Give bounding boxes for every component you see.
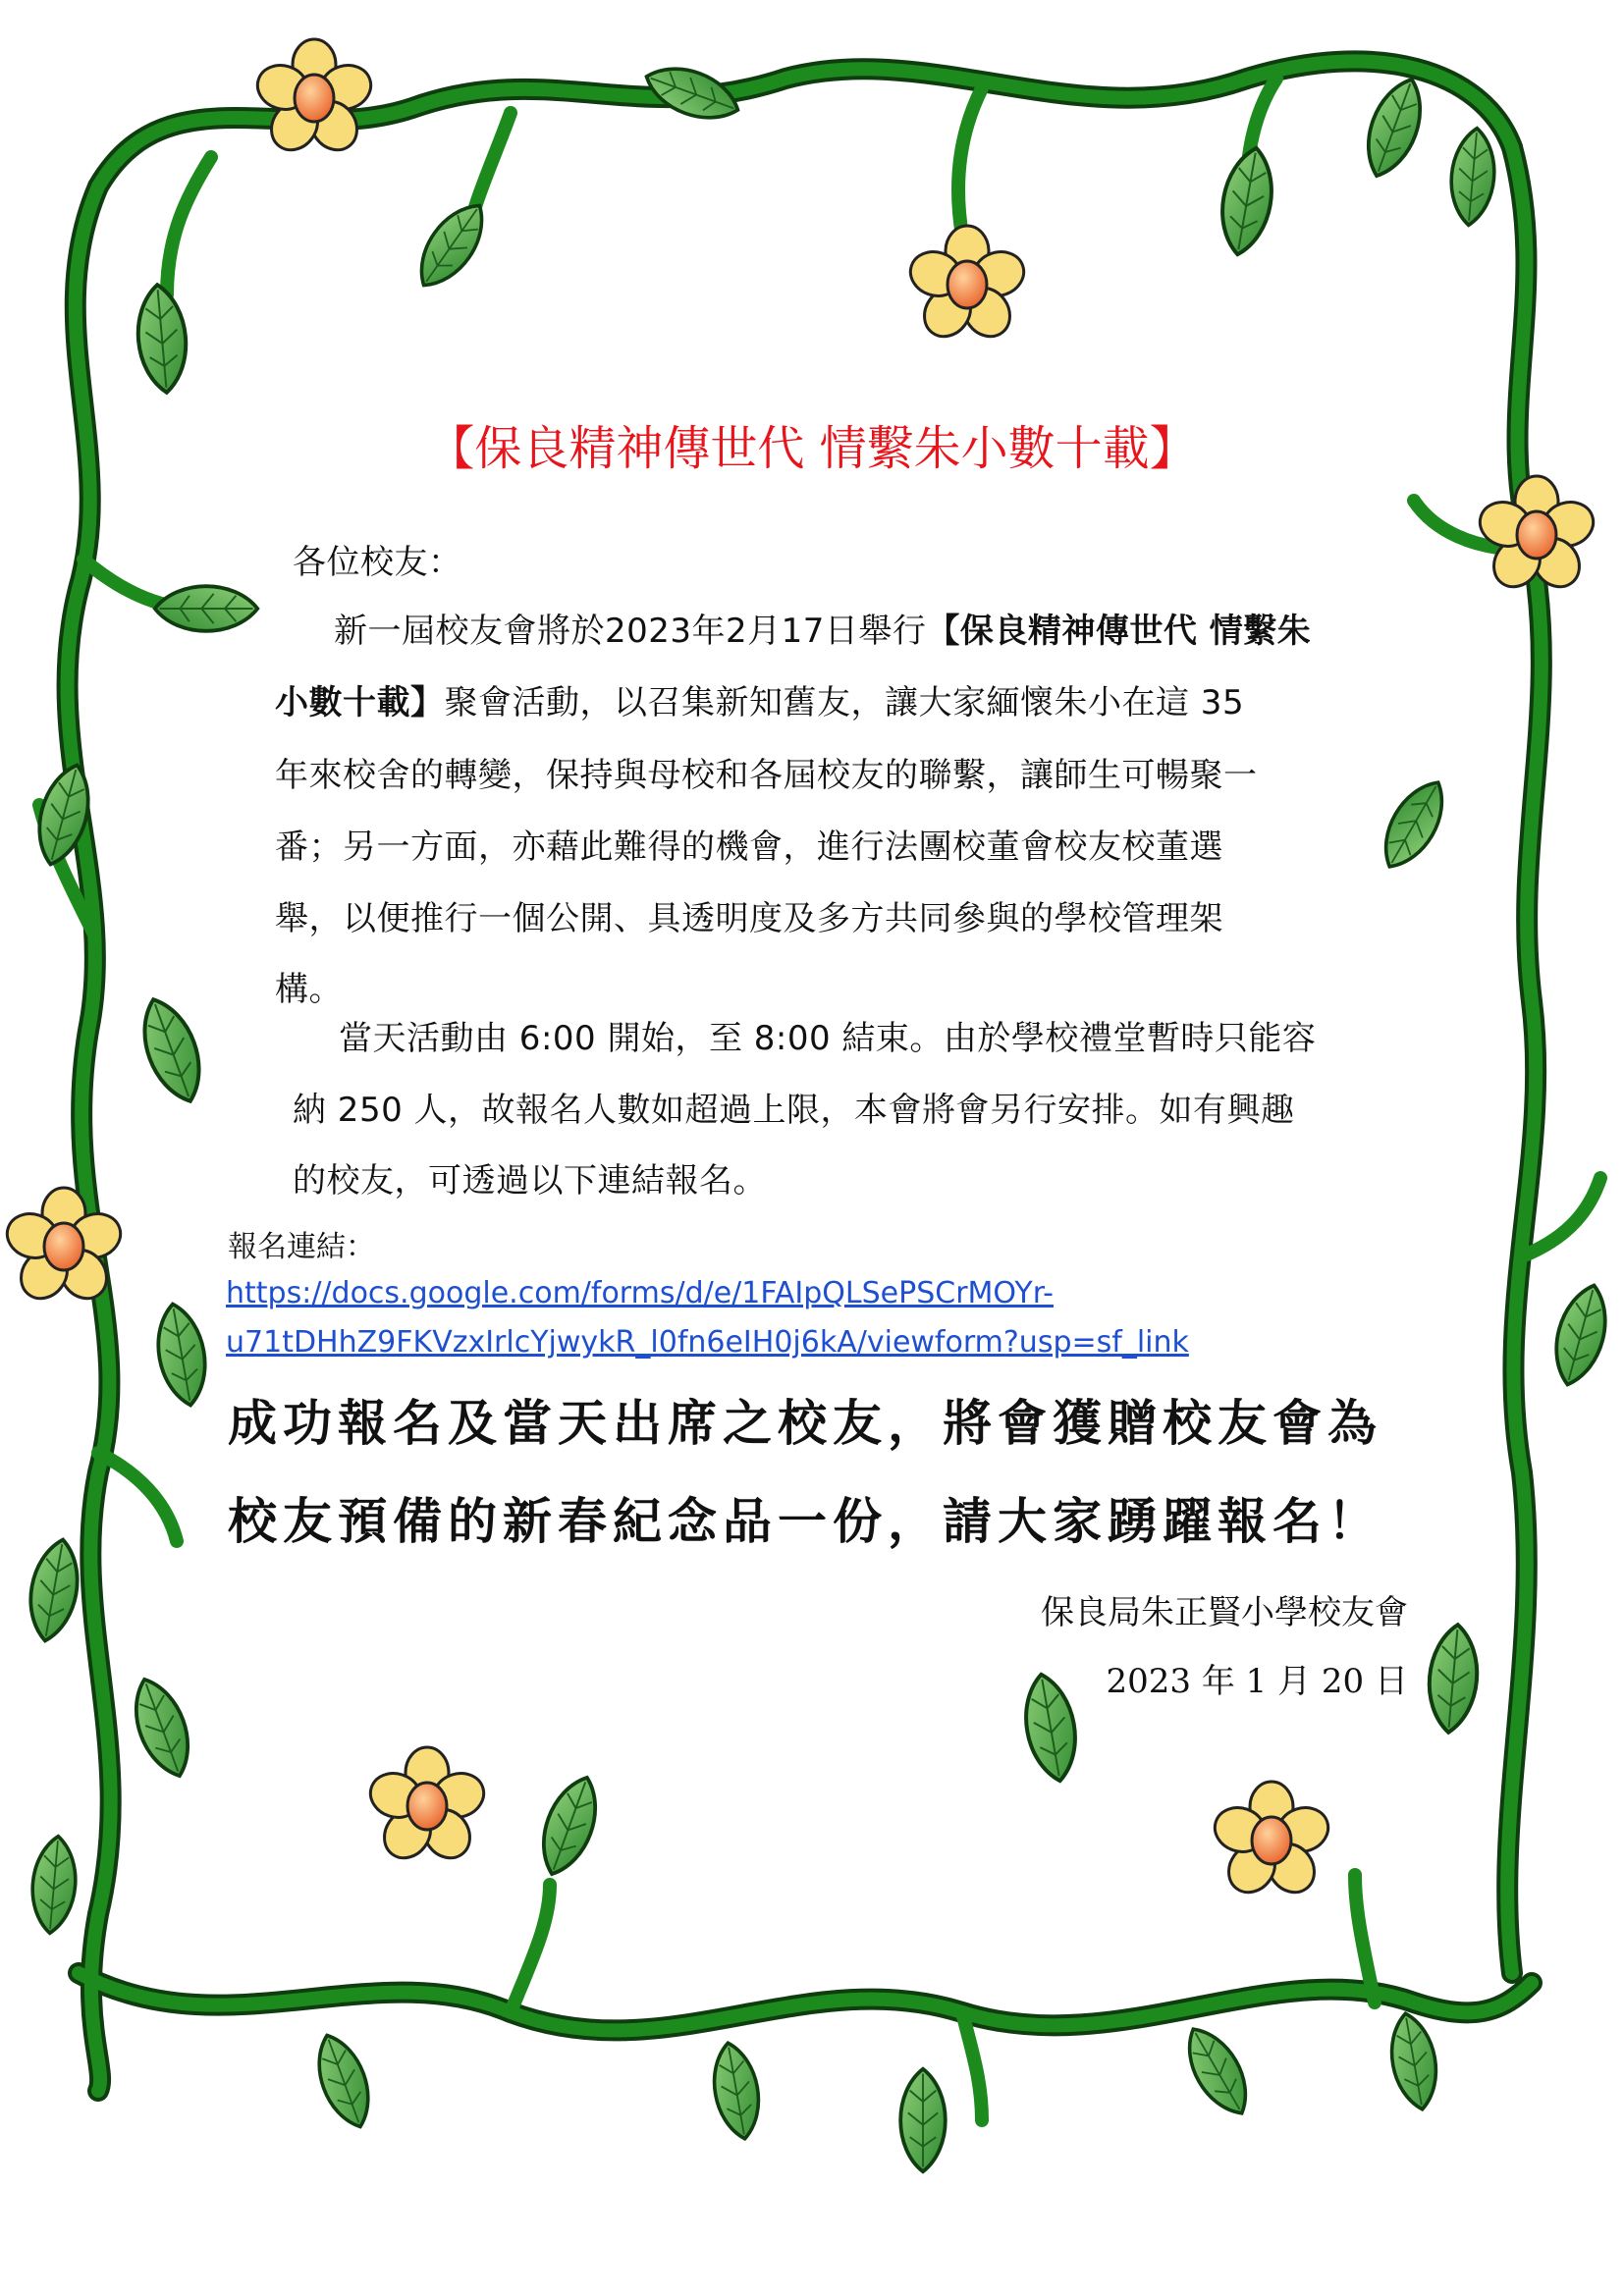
paragraph-1-line-3: 年來校舍的轉變，保持與母校和各屆校友的聯繫，讓師生可暢聚一: [275, 756, 1258, 795]
paragraph-2-line-2: 納 250 人，故報名人數如超過上限，本會將會另行安排。如有興趣: [293, 1091, 1295, 1130]
paragraph-1-line-1: [334, 604, 1311, 652]
highlight-line-2: 校友預備的新春紀念品一份，請大家踴躍報名！: [228, 1492, 1382, 1550]
para1-text-b: 聚會活動，以召集新知舊友，讓大家緬懷朱小在這 35: [444, 683, 1245, 722]
paragraph-1-line-6: 構。: [275, 970, 343, 1009]
paragraph-2-line-3: 的校友，可透過以下連結報名。: [293, 1161, 767, 1201]
paragraph-2-line-1: 當天活動由 6:00 開始，至 8:00 結束。由於學校禮堂暫時只能容: [339, 1019, 1317, 1058]
paragraph-1-line-5: 舉，以便推行一個公開、具透明度及多方共同參與的學校管理架: [275, 899, 1223, 938]
greeting: 各位校友：: [293, 543, 462, 582]
paragraph-1-line-4: 番；另一方面，亦藉此難得的機會，進行法團校董會校友校董選: [275, 828, 1223, 867]
highlight-line-1: 成功報名及當天出席之校友，將會獲贈校友會為: [228, 1394, 1382, 1452]
para1-event-name-a: 【保良精神傳世代 情繫朱: [926, 612, 1312, 651]
para1-text-a: 新一屆校友會將於2023年2月17日舉行: [334, 612, 927, 651]
registration-link-line-2[interactable]: u71tDHhZ9FKVzxIrlcYjwykR_l0fn6eIH0j6kA/viewform?usp=sf_link: [226, 1325, 1189, 1360]
registration-label: 報名連結：: [228, 1230, 375, 1264]
registration-link-line-1[interactable]: https://docs.google.com/forms/d/e/1FAIpQLSePSCrMOYr-: [226, 1276, 1054, 1310]
page-title: 【保良精神傳世代 情繫朱小數十載】: [427, 421, 1197, 476]
para1-event-name-b: 小數十載】: [275, 683, 445, 722]
signature-date: 2023 年 1 月 20 日: [1106, 1662, 1408, 1701]
paragraph-1-line-2: [275, 675, 1244, 723]
signature-org: 保良局朱正賢小學校友會: [1041, 1593, 1408, 1632]
